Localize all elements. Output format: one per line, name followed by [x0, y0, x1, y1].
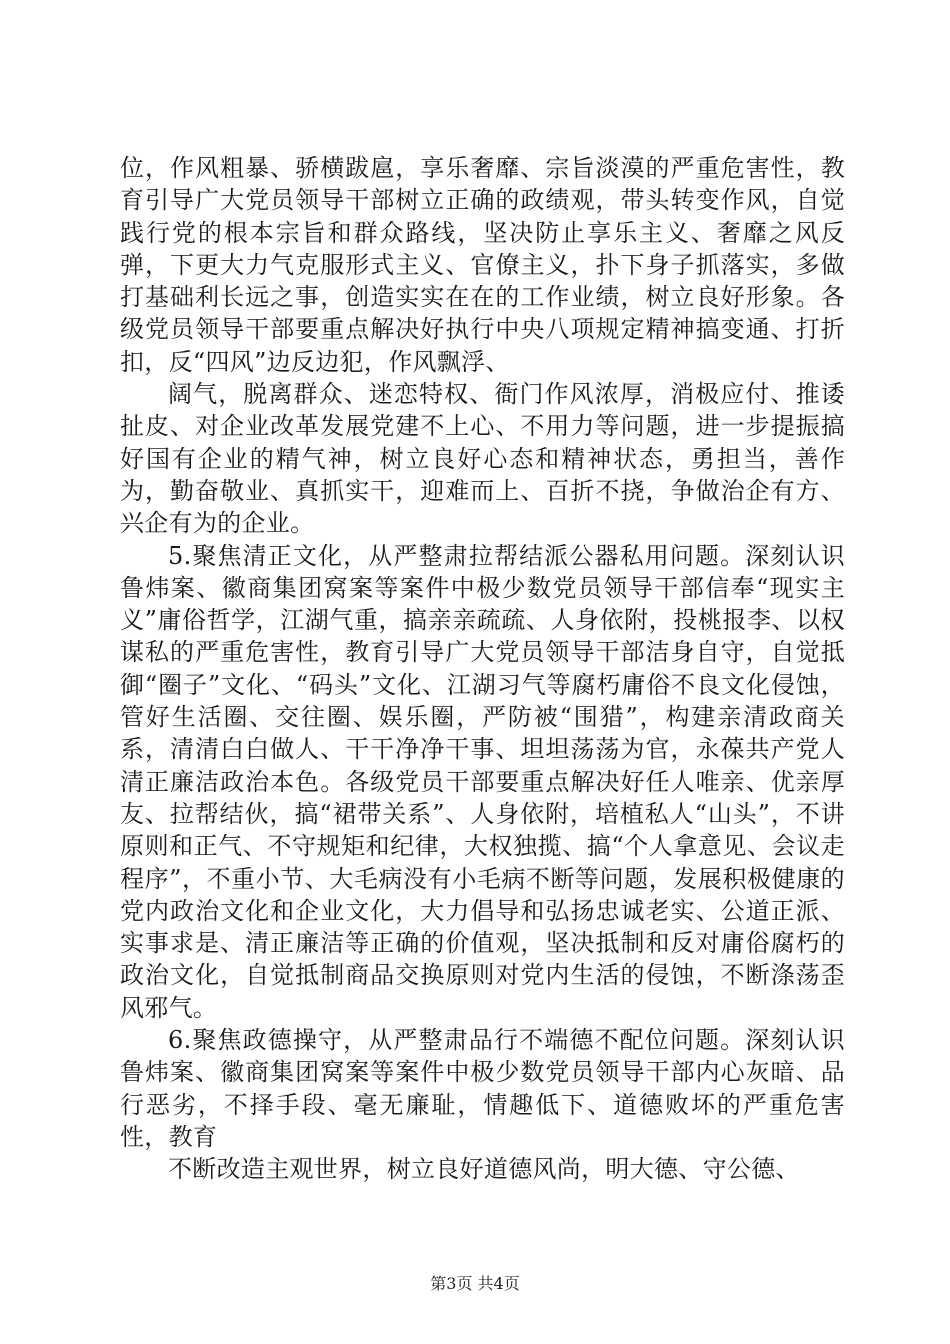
page-footer: 第3页 共4页 — [430, 1274, 520, 1293]
paragraph-2: 阔气，脱离群众、迷恋特权、衙门作风浓厚，消极应付、推诿扯皮、对企业改革发展党建不上心、不用力等问题，进一步提振搞好国有企业的精气神，树立良好心态和精神状态，勇担当，善作为，勤奋敬业、真抓实干，迎难而上、百折不挠，争做治企有方、兴企有为的企业。 — [120, 380, 845, 538]
paragraph-1: 位，作风粗暴、骄横跋扈，享乐奢靡、宗旨淡漠的严重危害性，教育引导广大党员领导干部树立正确的政绩观，带头转变作风，自觉践行党的根本宗旨和群众路线，坚决防止享乐主义、奢靡之风反弹，下更大力气克服形式主义、官僚主义，扑下身子抓落实，多做打基础利长远之事，创造实实在在的工作业绩，树立良好形象。各级党员领导干部要重点解决好执行中央八项规定精神搞变通、打折扣，反“四风”边反边犯，作风飘浮、 — [120, 154, 845, 376]
paragraph-5: 不断改造主观世界，树立良好道德风尚，明大德、守公德、 — [168, 1155, 800, 1184]
document-body — [120, 152, 845, 1186]
paragraph-3: 5.聚焦清正文化，从严整肃拉帮结派公器私用问题。深刻认识鲁炜案、徽商集团窝案等案件中极少数党员领导干部信奉“现实主义”庸俗哲学，江湖气重，搞亲亲疏疏、人身依附，投桃报李、以权谋私的严重危害性，教育引导广大党员领导干部洁身自守，自觉抵御“圈子”文化、“码头”文化、江湖习气等腐朽庸俗不良文化侵蚀，管好生活圈、交往圈、娱乐圈，严防被“围猎”，构建亲清政商关系，清清白白做人、干干净净干事、坦坦荡荡为官，永葆共产党人清正廉洁政治本色。各级党员干部要重点解决好任人唯亲、优亲厚友、拉帮结伙，搞“裙带关系”、人身依附，培植私人“山头”，不讲原则和正气、不守规矩和纪律，大权独揽、搞“个人拿意见、会议走程序”，不重小节、大毛病没有小毛病不断等问题，发展积极健康的党内政治文化和企业文化，大力倡导和弘扬忠诚老实、公道正派、实事求是、清正廉洁等正确的价值观，坚决抵制和反对庸俗腐朽的政治文化，自觉抵制商品交换原则对党内生活的侵蚀，不断涤荡歪风邪气。 — [120, 541, 845, 1022]
paragraph-4: 6.聚焦政德操守，从严整肃品行不端德不配位问题。深刻认识鲁炜案、徽商集团窝案等案件中极少数党员领导干部内心灰暗、品行恶劣，不择手段、毫无廉耻，情趣低下、道德败坏的严重危害性，教育 — [120, 1026, 845, 1151]
